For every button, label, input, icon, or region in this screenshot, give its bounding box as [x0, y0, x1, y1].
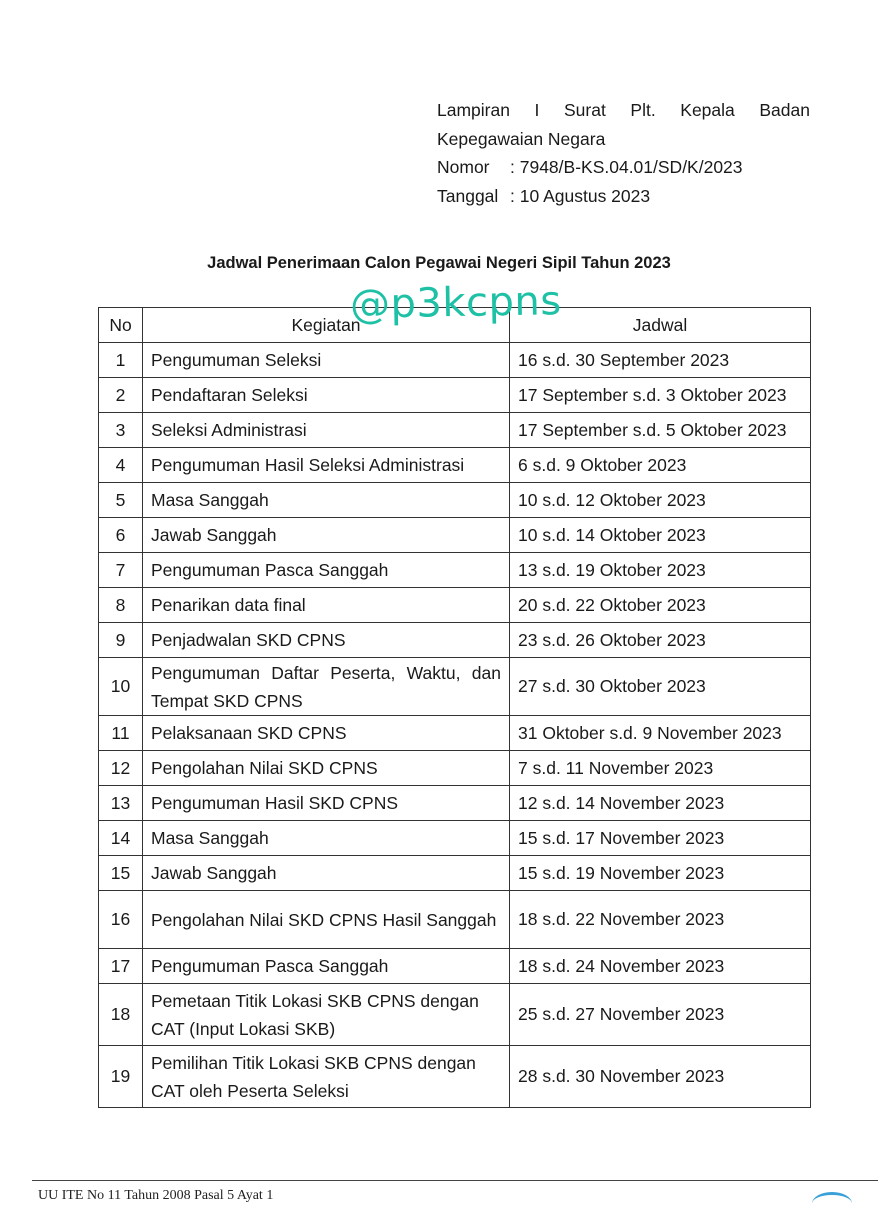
- row-kegiatan: Pengolahan Nilai SKD CPNS: [143, 751, 510, 786]
- row-kegiatan: Pengumuman Daftar Peserta, Waktu, dan Tempat SKD CPNS: [143, 658, 510, 716]
- document-title: Jadwal Penerimaan Calon Pegawai Negeri Sipil Tahun 2023: [207, 254, 671, 272]
- nomor-row: [437, 153, 810, 182]
- table-row: [99, 891, 811, 949]
- header-jadwal: Jadwal: [510, 308, 811, 343]
- footer-divider: [32, 1180, 878, 1181]
- row-jadwal: 16 s.d. 30 September 2023: [510, 343, 811, 378]
- table-row: [99, 483, 811, 518]
- table-row: [99, 448, 811, 483]
- row-kegiatan: Masa Sanggah: [143, 821, 510, 856]
- nomor-label: Nomor: [437, 157, 490, 177]
- table-row: [99, 856, 811, 891]
- table-row: [99, 658, 811, 716]
- row-no: 3: [99, 413, 143, 448]
- row-jadwal: 17 September s.d. 3 Oktober 2023: [510, 378, 811, 413]
- table-row: [99, 343, 811, 378]
- row-kegiatan: Penarikan data final: [143, 588, 510, 623]
- row-kegiatan: Pengumuman Pasca Sanggah: [143, 553, 510, 588]
- row-no: 1: [99, 343, 143, 378]
- row-kegiatan: Penjadwalan SKD CPNS: [143, 623, 510, 658]
- row-kegiatan: Jawab Sanggah: [143, 518, 510, 553]
- attachment-block: [437, 96, 810, 210]
- table-row: [99, 786, 811, 821]
- tanggal-value: : 10 Agustus 2023: [510, 185, 651, 206]
- tanggal-label: Tanggal: [437, 185, 499, 206]
- row-kegiatan: Masa Sanggah: [143, 483, 510, 518]
- schedule-table: [98, 307, 811, 1108]
- row-kegiatan: Pemilihan Titik Lokasi SKB CPNS dengan CAT oleh Peserta Seleksi: [143, 1046, 510, 1108]
- attachment-word: Plt.: [630, 100, 656, 120]
- table-row: [99, 821, 811, 856]
- row-kegiatan: Pengumuman Seleksi: [143, 343, 510, 378]
- tanggal-row: [437, 182, 810, 211]
- row-no: 4: [99, 448, 143, 483]
- row-kegiatan: Pengolahan Nilai SKD CPNS Hasil Sanggah: [143, 891, 510, 949]
- row-no: 8: [99, 588, 143, 623]
- row-no: 2: [99, 378, 143, 413]
- row-jadwal: 25 s.d. 27 November 2023: [510, 984, 811, 1046]
- row-no: 18: [99, 984, 143, 1046]
- attachment-line-2: Kepegawaian Negara: [437, 128, 606, 149]
- header-kegiatan: Kegiatan: [143, 308, 510, 343]
- row-no: 7: [99, 553, 143, 588]
- watermark: @p3kcpns: [349, 278, 562, 328]
- row-no: 17: [99, 949, 143, 984]
- row-kegiatan: Pelaksanaan SKD CPNS: [143, 716, 510, 751]
- row-jadwal: 15 s.d. 17 November 2023: [510, 821, 811, 856]
- row-no: 10: [99, 658, 143, 716]
- attachment-word: Kepala: [680, 100, 735, 120]
- row-no: 12: [99, 751, 143, 786]
- row-no: 9: [99, 623, 143, 658]
- row-jadwal: 6 s.d. 9 Oktober 2023: [510, 448, 811, 483]
- table-row: [99, 984, 811, 1046]
- table-row: [99, 949, 811, 984]
- footer-text: UU ITE No 11 Tahun 2008 Pasal 5 Ayat 1: [38, 1188, 274, 1203]
- row-kegiatan: Seleksi Administrasi: [143, 413, 510, 448]
- row-kegiatan: Pendaftaran Seleksi: [143, 378, 510, 413]
- row-no: 6: [99, 518, 143, 553]
- table-row: [99, 378, 811, 413]
- table-row: [99, 413, 811, 448]
- table-row: [99, 751, 811, 786]
- row-no: 16: [99, 891, 143, 949]
- table-row: [99, 553, 811, 588]
- table-row: [99, 1046, 811, 1108]
- row-jadwal: 17 September s.d. 5 Oktober 2023: [510, 413, 811, 448]
- attachment-word: Surat: [564, 100, 606, 120]
- row-kegiatan: Pengumuman Pasca Sanggah: [143, 949, 510, 984]
- row-no: 11: [99, 716, 143, 751]
- row-jadwal: 28 s.d. 30 November 2023: [510, 1046, 811, 1108]
- row-jadwal: 13 s.d. 19 Oktober 2023: [510, 553, 811, 588]
- row-no: 19: [99, 1046, 143, 1108]
- attachment-word: Lampiran: [437, 100, 510, 120]
- row-jadwal: 27 s.d. 30 Oktober 2023: [510, 658, 811, 716]
- attachment-word: I: [534, 100, 540, 120]
- row-jadwal: 18 s.d. 24 November 2023: [510, 949, 811, 984]
- row-jadwal: 12 s.d. 14 November 2023: [510, 786, 811, 821]
- row-jadwal: 7 s.d. 11 November 2023: [510, 751, 811, 786]
- nomor-value: : 7948/B-KS.04.01/SD/K/2023: [510, 157, 743, 177]
- row-no: 5: [99, 483, 143, 518]
- row-jadwal: 23 s.d. 26 Oktober 2023: [510, 623, 811, 658]
- row-jadwal: 20 s.d. 22 Oktober 2023: [510, 588, 811, 623]
- row-kegiatan: Pengumuman Hasil SKD CPNS: [143, 786, 510, 821]
- attachment-line-1: [437, 96, 810, 125]
- row-jadwal: 31 Oktober s.d. 9 November 2023: [510, 716, 811, 751]
- row-no: 15: [99, 856, 143, 891]
- table-row: [99, 588, 811, 623]
- row-no: 14: [99, 821, 143, 856]
- row-kegiatan: Pemetaan Titik Lokasi SKB CPNS dengan CAT (Input Lokasi SKB): [143, 984, 510, 1046]
- table-row: [99, 716, 811, 751]
- row-jadwal: 10 s.d. 12 Oktober 2023: [510, 483, 811, 518]
- header-no: No: [99, 308, 143, 343]
- table-row: [99, 518, 811, 553]
- row-jadwal: 10 s.d. 14 Oktober 2023: [510, 518, 811, 553]
- row-kegiatan: Jawab Sanggah: [143, 856, 510, 891]
- row-kegiatan: Pengumuman Hasil Seleksi Administrasi: [143, 448, 510, 483]
- row-jadwal: 18 s.d. 22 November 2023: [510, 891, 811, 949]
- attachment-word: Badan: [759, 100, 810, 120]
- row-jadwal: 15 s.d. 19 November 2023: [510, 856, 811, 891]
- table-row: [99, 623, 811, 658]
- logo-icon: [812, 1192, 852, 1215]
- row-no: 13: [99, 786, 143, 821]
